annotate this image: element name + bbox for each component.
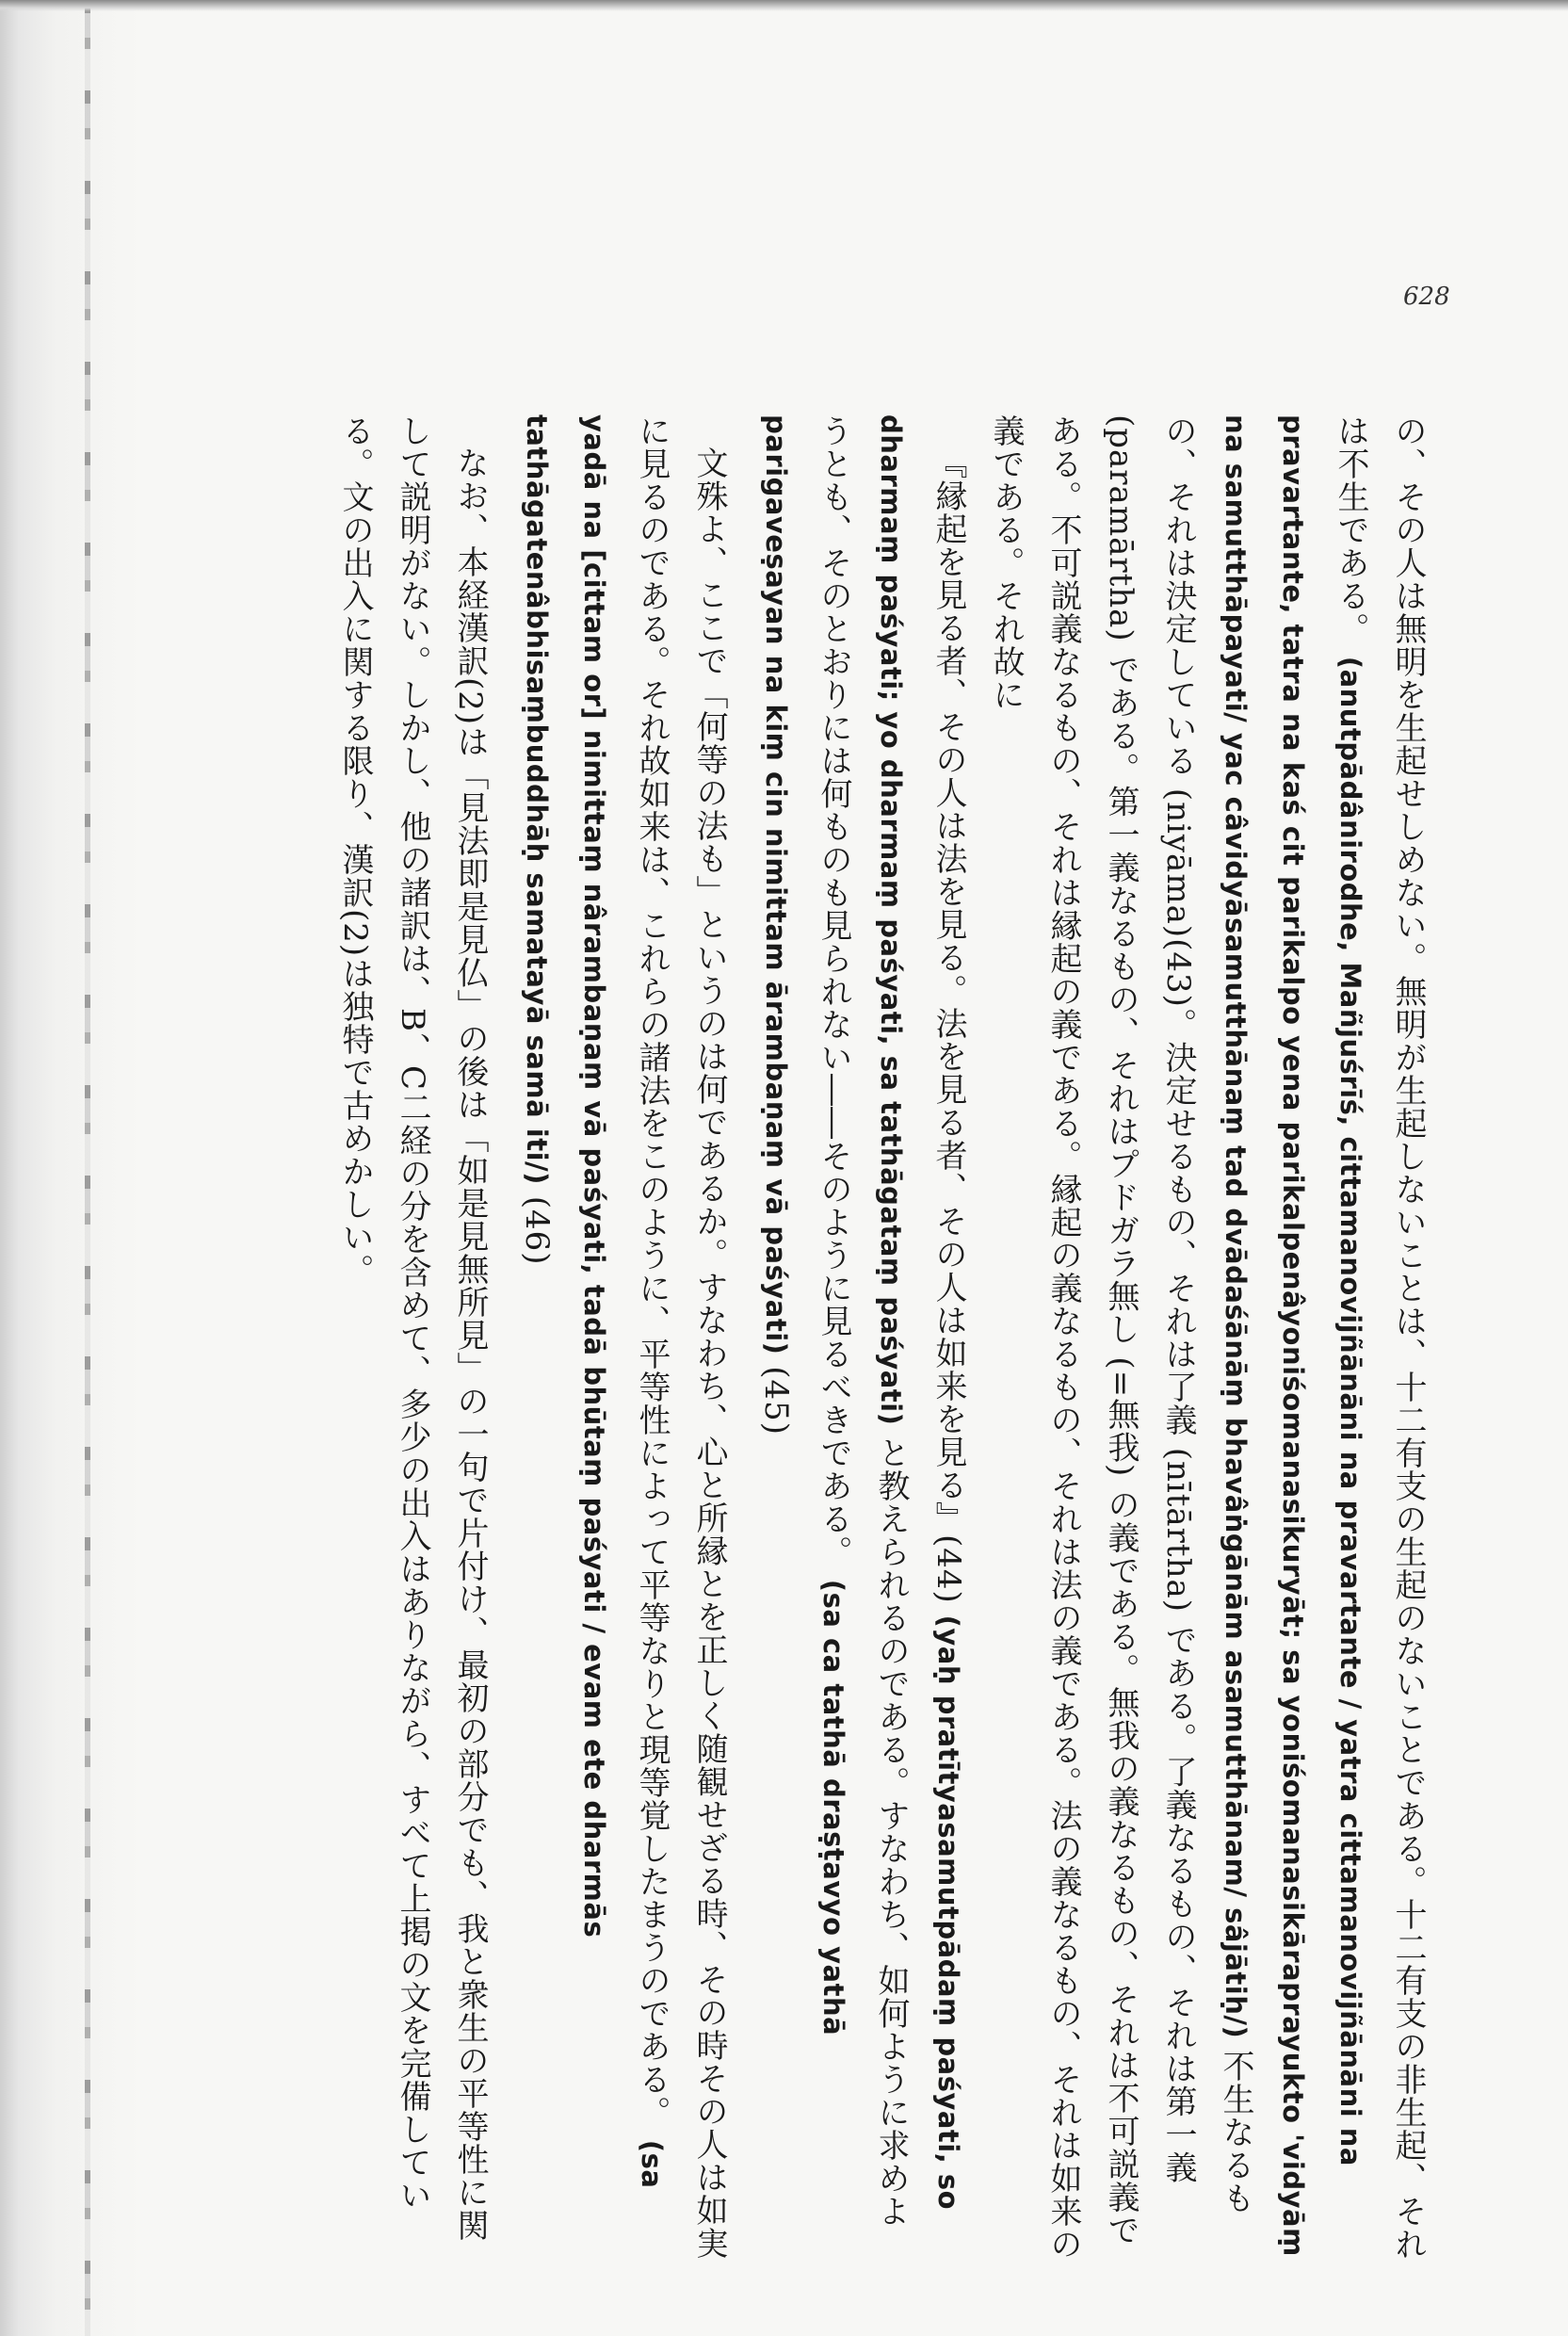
text-segment: の、その人は無明を生起せしめない。無明が生起しないことは、十二有支の生起のないことである。十二有支の非生起、それは不生である。 (1332, 414, 1427, 2261)
text-segment: と教えられるのである。すなわち、如何ように求めようとも、そのとおりには何ものも見られない――そのように見るべきである。 (815, 414, 910, 2229)
text-segment: 『縁起を見る者、その人は法を見る。法を見る者、その人は如来を見る』(44) (929, 446, 967, 1604)
paragraph-4 (326, 414, 498, 2261)
text-segment: 不生なるもの、それは決定している (niyāma)(43)。決定せるもの、それは了義 (nītārtha) である。了義なるもの、それは第一義 (paramārtha) である。第一義なるもの、それはプドガラ無し (=無我) の義である。無我の義なるもの、それは不可説義である。不可説義なるもの、それは縁起の義である。縁起の義なるもの、それは法の義である。法の義なるもの、それは如来の義である。それ故に (987, 414, 1254, 2261)
footnote-ref: (46) (518, 1195, 556, 1266)
sanskrit-quote: (anutpādânirodhe, Mañjuśrīś, cittamanovijñānāni na pravartante / yatra cittamanovijñānāni na pravartante, tatra na kaś cit parikalpo yena parikalpenâyoniśomanasikuryāt; sa yoniśomanasikāraprayukto 'vidyāṃ na samutthāpayati/ yac câvidyāsamutthānaṃ tad dvādaśānāṃ bhavâṅgānām asamutthānam/ sâjātiḥ/) (1220, 414, 1366, 2257)
paragraph-3 (508, 414, 737, 2261)
paragraph-1 (977, 414, 1436, 2261)
text-segment: なお、本経漢訳(2)は「見法即是見仏」の後は「如是見無所見」の一句で片付け、最初の部分でも、我と衆生の平等性に関して説明がない。しかし、他の諸訳は、B、C二経の分を含めて、多少の出入はありながら、すべて上掲の文を完備している。文の出入に関する限り、漢訳(2)は独特で古めかしい。 (336, 414, 489, 2243)
vertical-text-body (118, 414, 1436, 2261)
sanskrit-quote: (yaḥ pratītyasamutpādaṃ paśyati, so dharmaṃ paśyati; yo dharmaṃ paśyati, sa tathāgataṃ paśyati) (875, 414, 964, 2211)
paragraph-2 (747, 414, 977, 2261)
footnote-ref: (45) (757, 1366, 795, 1436)
book-spine-edge (85, 0, 90, 2336)
page-number: 628 (1403, 283, 1450, 311)
sanskrit-quote: (sa ca tathā draṣṭavyo yathā parigaveṣayan na kiṃ cin nimittam ārambaṇaṃ vā paśyati) (760, 414, 849, 2036)
scan-top-edge (0, 0, 1568, 11)
text-segment: 文殊よ、ここで「何等の法も」というのは何であるか。すなわち、心と所縁とを正しく随観せざる時、その時その人は如実に見るのである。それ故如来は、これらの諸法をこのように、平等性によって平等なりと現等覚したまうのである。 (633, 414, 728, 2260)
sanskrit-quote: (sa yadā na [cittam or] nimittaṃ nârambaṇaṃ vā paśyati, tadā bhūtaṃ paśyati / evam ete dharmās tathāgatenâbhisaṃbuddhāḥ samatayā samā iti/) (521, 414, 668, 2189)
